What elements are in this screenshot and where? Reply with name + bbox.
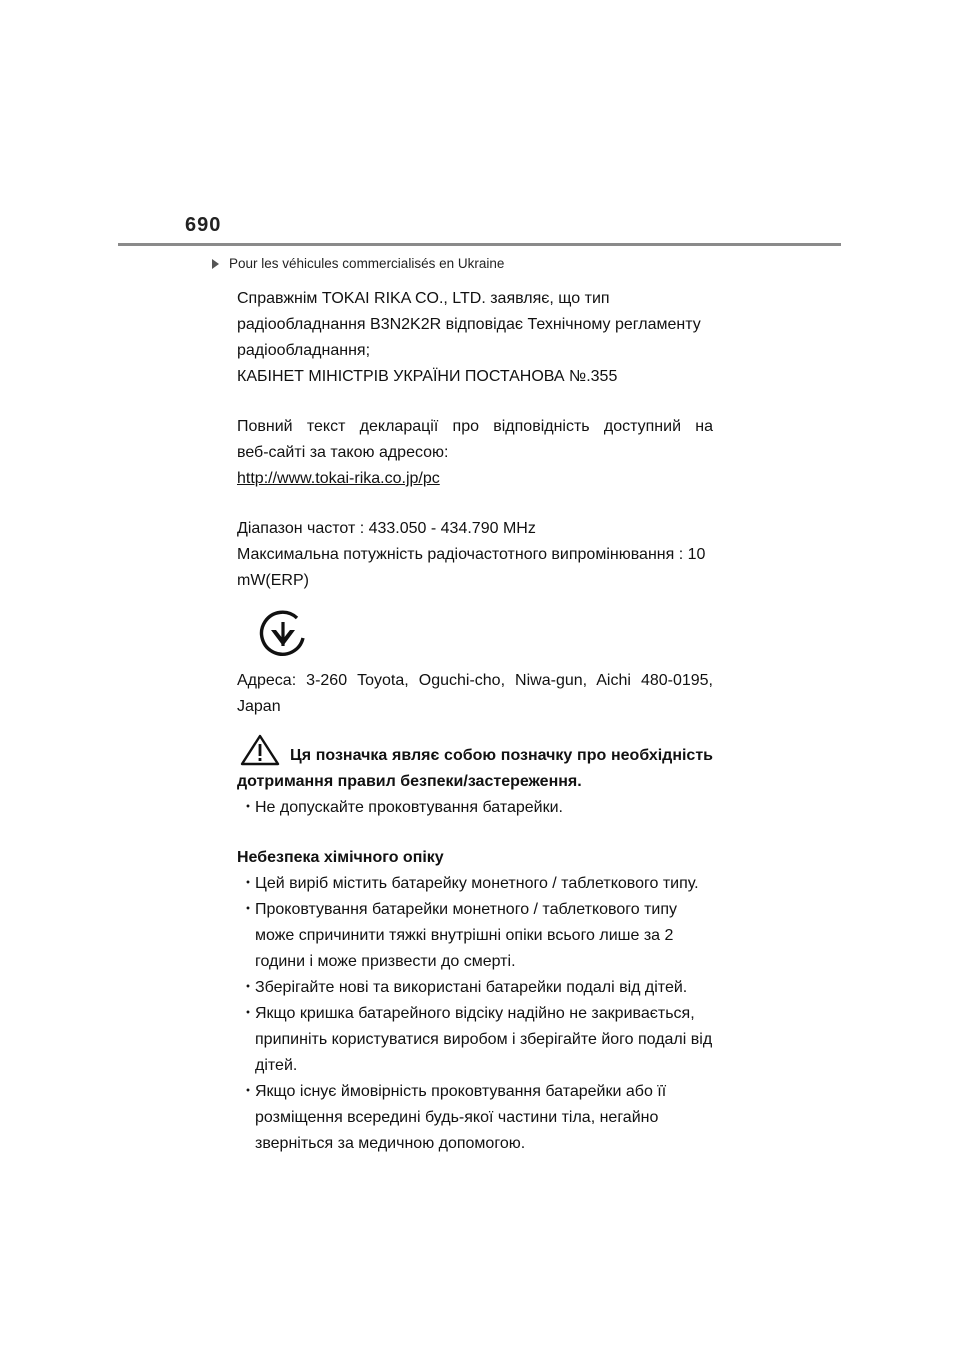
warning-line: дотримання правил безпеки/застереження. [237, 773, 582, 790]
list-item [237, 975, 713, 1001]
bullet: ・ [240, 1005, 257, 1022]
address-line: Japan [237, 698, 281, 715]
page-number: 690 [185, 214, 222, 236]
triangle-bullet-icon [212, 259, 219, 269]
declaration-line: радіообладнання; [237, 342, 371, 359]
bullet: ・ [240, 875, 257, 892]
list-item [237, 1079, 713, 1157]
bullet: ・ [240, 1083, 257, 1100]
list-item-text: Цей виріб містить батарейку монетного / таблеткового типу. [255, 875, 699, 892]
bullet: ・ [240, 901, 257, 918]
max-power-line: Максимальна потужність радіочастотного випромінювання : 10 [237, 546, 706, 563]
list-item-text: Якщо існує ймовірність проковтування батарейки або її розміщення всередині будь-якої частини тіла, негайно зверніться за медичною допомогою. [255, 1083, 667, 1152]
declaration-content [237, 286, 713, 1157]
list-item-text: Проковтування батарейки монетного / таблеткового типу може спричинити тяжкі внутрішні опіки всього лише за 2 години і може призвести до смерті. [255, 901, 677, 970]
bullet: ・ [240, 799, 257, 816]
header-rule [118, 243, 841, 246]
list-item-text: Не допускайте проковтування батарейки. [255, 799, 563, 816]
max-power-line: mW(ERP) [237, 572, 309, 589]
list-item [237, 871, 713, 897]
list-item-text: Якщо кришка батарейного відсіку надійно не закривається, припиніть користуватися виробом і зберігайте його подалі від дітей. [255, 1005, 713, 1074]
declaration-line: КАБІНЕТ МІНІСТРІВ УКРАЇНИ ПОСТАНОВА №.355 [237, 368, 618, 385]
warning-line [237, 734, 713, 769]
list-item [237, 1001, 713, 1079]
full-text-line: Повний текст декларації про відповідність доступний на [237, 418, 713, 435]
section-heading-text: Pour les véhicules commercialisés en Ukraine [229, 256, 505, 271]
bullet: ・ [240, 979, 257, 996]
frequency-range: Діапазон частот : 433.050 - 434.790 MHz [237, 520, 536, 537]
warning-text: Ця позначка являє собою позначку про необхідність [290, 747, 713, 764]
section-heading [212, 256, 504, 271]
list-item [237, 795, 713, 821]
list-item-text: Зберігайте нові та використані батарейки подалі від дітей. [255, 979, 688, 996]
ukraine-conformity-mark-icon [257, 608, 309, 660]
address-line: Адреса: 3-260 Toyota, Oguchi-cho, Niwa-gun, Aichi 480-0195, [237, 672, 713, 689]
declaration-url-link[interactable]: http://www.tokai-rika.co.jp/pc [237, 470, 440, 487]
warning-triangle-icon [240, 734, 280, 766]
full-text-line: веб-сайті за такою адресою: [237, 444, 449, 461]
declaration-line: радіообладнання B3N2K2R відповідає Технічному регламенту [237, 316, 701, 333]
declaration-line: Справжнім TOKAI RIKA CO., LTD. заявляє, що тип [237, 290, 610, 307]
hazard-title: Небезпека хімічного опіку [237, 849, 444, 866]
list-item [237, 897, 713, 975]
